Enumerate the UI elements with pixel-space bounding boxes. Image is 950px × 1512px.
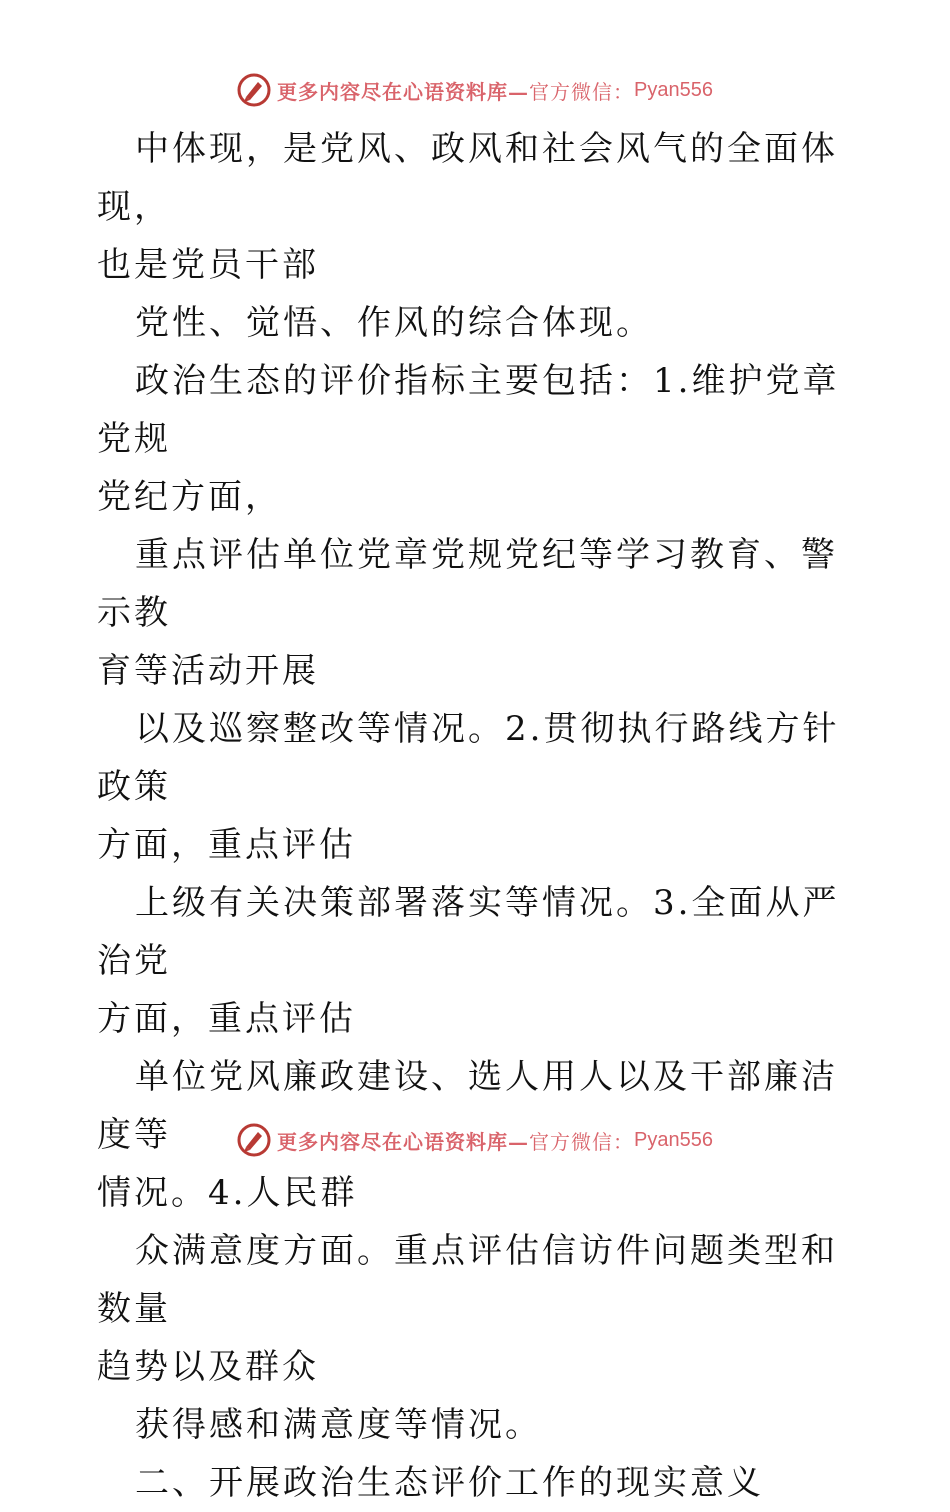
paragraph: 以及巡察整改等情况。2.贯彻执行路线方针政策 方面，重点评估	[97, 709, 840, 865]
section-heading: 二、开展政治生态评价工作的现实意义	[135, 1463, 764, 1503]
logo-icon	[237, 1123, 271, 1157]
paragraph: 获得感和满意度等情况。	[135, 1405, 542, 1445]
watermark-label: 官方微信：	[529, 1129, 635, 1154]
footer-watermark	[0, 1120, 950, 1160]
document-body	[97, 120, 857, 1512]
watermark-wechat-id: Pyan556	[634, 78, 713, 101]
paragraph: 政治生态的评价指标主要包括：1.维护党章党规 党纪方面，	[97, 361, 840, 517]
paragraph: 重点评估单位党章党规党纪等学习教育、警示教 育等活动开展	[97, 535, 838, 691]
paragraph: 众满意度方面。重点评估信访件问题类型和数量 趋势以及群众	[97, 1231, 838, 1387]
paragraph: 党性、觉悟、作风的综合体现。	[135, 303, 653, 343]
watermark-text: 更多内容尽在心语资料库—	[277, 79, 530, 104]
logo-icon	[237, 73, 271, 107]
watermark-wechat-id: Pyan556	[634, 1128, 713, 1151]
paragraph: 单位党风廉政建设、选人用人以及干部廉洁度等 情况。4.人民群	[97, 1057, 838, 1213]
header-watermark	[0, 70, 950, 110]
watermark-text: 更多内容尽在心语资料库—	[277, 1129, 530, 1154]
paragraph: 中体现，是党风、政风和社会风气的全面体现， 也是党员干部	[97, 129, 838, 285]
paragraph: 上级有关决策部署落实等情况。3.全面从严治党 方面，重点评估	[97, 883, 840, 1039]
watermark-label: 官方微信：	[529, 79, 635, 104]
